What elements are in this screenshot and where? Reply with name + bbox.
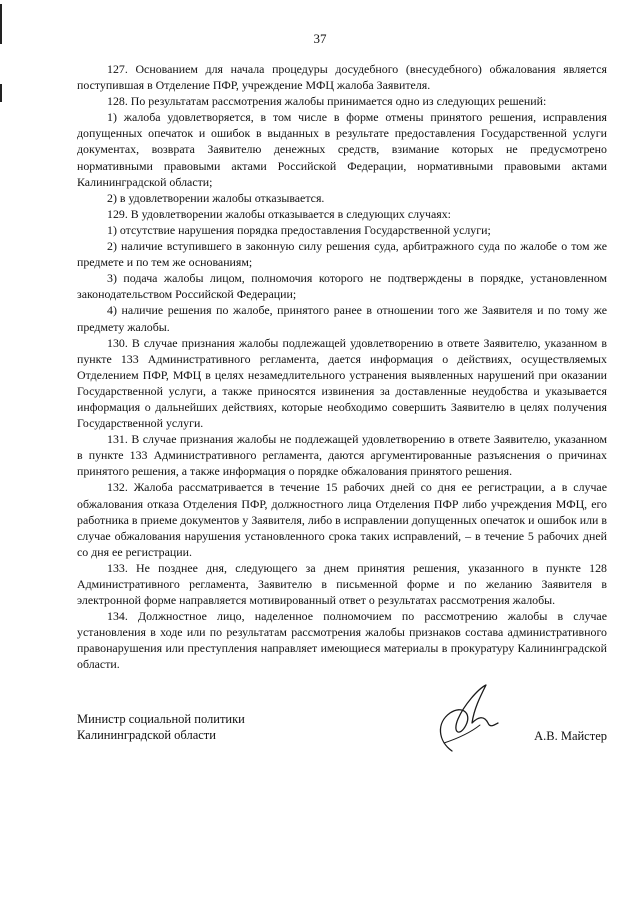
signatory-name: А.В. Майстер	[534, 729, 607, 743]
paragraph-129: 129. В удовлетворении жалобы отказывается в следующих случаях:	[107, 206, 451, 221]
paragraph-129-item-4: 4) наличие решения по жалобе, принятого ранее в отношении того же Заявителя и по тому же предмету жалобы.	[77, 303, 607, 334]
paragraph-130: 130. В случае признания жалобы подлежащей удовлетворению в ответе Заявителю, указанном в пункте 133 Административного регламента, дается информация о действиях, осуществляемых Отделением ПФР, МФЦ в целях незамедлительного устранения выявленных нарушений при оказании Государственной услуги, а также приносятся извинения за доставленные неудобства и указывается информация о дальнейших действиях, которые необходимо совершить Заявителю в целях получения Государственной услуги.	[77, 335, 607, 431]
paragraph-127: 127. Основанием для начала процедуры досудебного (внесудебного) обжалования является поступившая в Отделение ПФР, учреждение МФЦ жалоба Заявителя.	[77, 62, 607, 93]
body-text	[77, 61, 607, 673]
signatory-title-line: Министр социальной политики	[77, 712, 245, 726]
paragraph-132: 132. Жалоба рассматривается в течение 15 рабочих дней со дня ее регистрации, а в случае обжалования отказа Отделения ПФР, должностного лица Отделения ПФР либо учреждения МФЦ, его работника в приеме документов у Заявителя, либо в исправлении допущенных опечаток и ошибок или в случае обжалования нарушения установленного срока таких исправлений, – в течение 5 рабочих дней со дня ее регистрации.	[77, 480, 607, 559]
paragraph-129-item-2: 2) наличие вступившего в законную силу решения суда, арбитражного суда по жалобе о том же предмете и по тем же основаниям;	[77, 239, 607, 270]
paragraph-129-item-1: 1) отсутствие нарушения порядка предоставления Государственной услуги;	[107, 222, 491, 237]
page-number: 37	[313, 31, 327, 46]
paragraph-133: 133. Не позднее дня, следующего за днем принятия решения, указанного в пункте 128 Административного регламента, Заявителю в письменной форме и по желанию Заявителя в электронной форме направляется мотивированный ответ о результатах рассмотрения жалобы.	[77, 560, 607, 608]
signatory-title-line: Калининградской области	[77, 728, 216, 742]
paragraph-131: 131. В случае признания жалобы не подлежащей удовлетворению в ответе Заявителю, указанном в пункте 133 Административного регламента, даются аргументированные разъяснения о причинах принятого решения, а также информация о порядке обжалования принятого решения.	[77, 432, 607, 479]
handwritten-signature	[422, 683, 512, 753]
scan-edge-mark	[0, 84, 2, 102]
paragraph-128-item-2: 2) в удовлетворении жалобы отказывается.	[107, 190, 325, 205]
paragraph-128-item-1: 1) жалоба удовлетворяется, в том числе в форме отмены принятого решения, исправления допущенных опечаток и ошибок в выданных в результате предоставления Государственной услуги документах, возврата Заявителю денежных средств, взимание которых не предусмотрено нормативными правовыми актами Российской Федерации, нормативными правовыми актами Калининградской области;	[77, 110, 607, 189]
paragraph-128: 128. По результатам рассмотрения жалобы принимается одно из следующих решений:	[107, 94, 547, 109]
signatory-title	[77, 711, 245, 743]
paragraph-134: 134. Должностное лицо, наделенное полномочием по рассмотрению жалобы в случае установления в ходе или по результатам рассмотрения жалобы признаков состава административного правонарушения или преступления направляет имеющиеся материалы в прокуратуру Калининградской области.	[77, 609, 607, 672]
signature-block	[77, 711, 607, 771]
paragraph-129-item-3: 3) подача жалобы лицом, полномочия которого не подтверждены в порядке, установленном законодательством Российской Федерации;	[77, 271, 607, 302]
